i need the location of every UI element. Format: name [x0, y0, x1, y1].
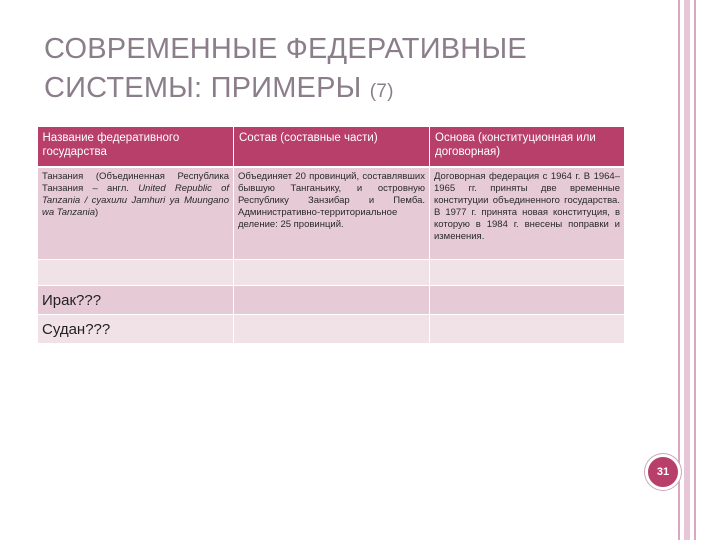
federation-table: [37, 127, 625, 344]
empty-cell: [234, 285, 430, 314]
tanzania-name-close: ): [95, 207, 99, 218]
slide-title-number: (7): [369, 81, 394, 102]
decorative-stripe: [694, 0, 696, 540]
empty-cell: [234, 314, 430, 343]
empty-cell: [234, 259, 430, 285]
slide-title-main: СОВРЕМЕННЫЕ ФЕДЕРАТИВНЫЕ СИСТЕМЫ: ПРИМЕРЫ: [44, 33, 527, 104]
table-row: [38, 259, 625, 285]
empty-cell: [430, 314, 625, 343]
page-number-badge: 31: [645, 454, 681, 490]
header-state-name: Название федеративного государства: [38, 127, 234, 167]
empty-cell: [430, 259, 625, 285]
cell-iraq: Ирак???: [38, 285, 234, 314]
tanzania-name-text: Танзания (Объединенная Республика Танзания – англ.: [42, 171, 229, 194]
cell-tanzania-basis: Договорная федерация с 1964 г. В 1964–1965 гг. приняты две временные конституции объединенного государства. В 1977 г. принята новая конституция, в которую в 1984 г. внесены поправки и изменения.: [430, 167, 625, 259]
header-composition: Состав (составные части): [234, 127, 430, 167]
slide-title: [44, 30, 644, 111]
cell-sudan: Судан???: [38, 314, 234, 343]
header-basis: Основа (конституционная или договорная): [430, 127, 625, 167]
table-header-row: [38, 127, 625, 167]
tanzania-name-italic: United Republic of Tanzania / суахили Jamhuri ya Muungano wa Tanzania: [42, 183, 229, 218]
table-row: [38, 285, 625, 314]
cell-tanzania-name: [38, 167, 234, 259]
decorative-stripe: [678, 0, 680, 540]
cell-tanzania-composition: Объединяет 20 провинций, составлявших бывшую Танганьику, и островную Республику Занзибар и Пемба. Административно-территориальное деление: 25 провинций.: [234, 167, 430, 259]
empty-cell: [38, 259, 234, 285]
empty-cell: [430, 285, 625, 314]
decorative-stripe: [684, 0, 690, 540]
table-row: [38, 314, 625, 343]
table-row: [38, 167, 625, 259]
